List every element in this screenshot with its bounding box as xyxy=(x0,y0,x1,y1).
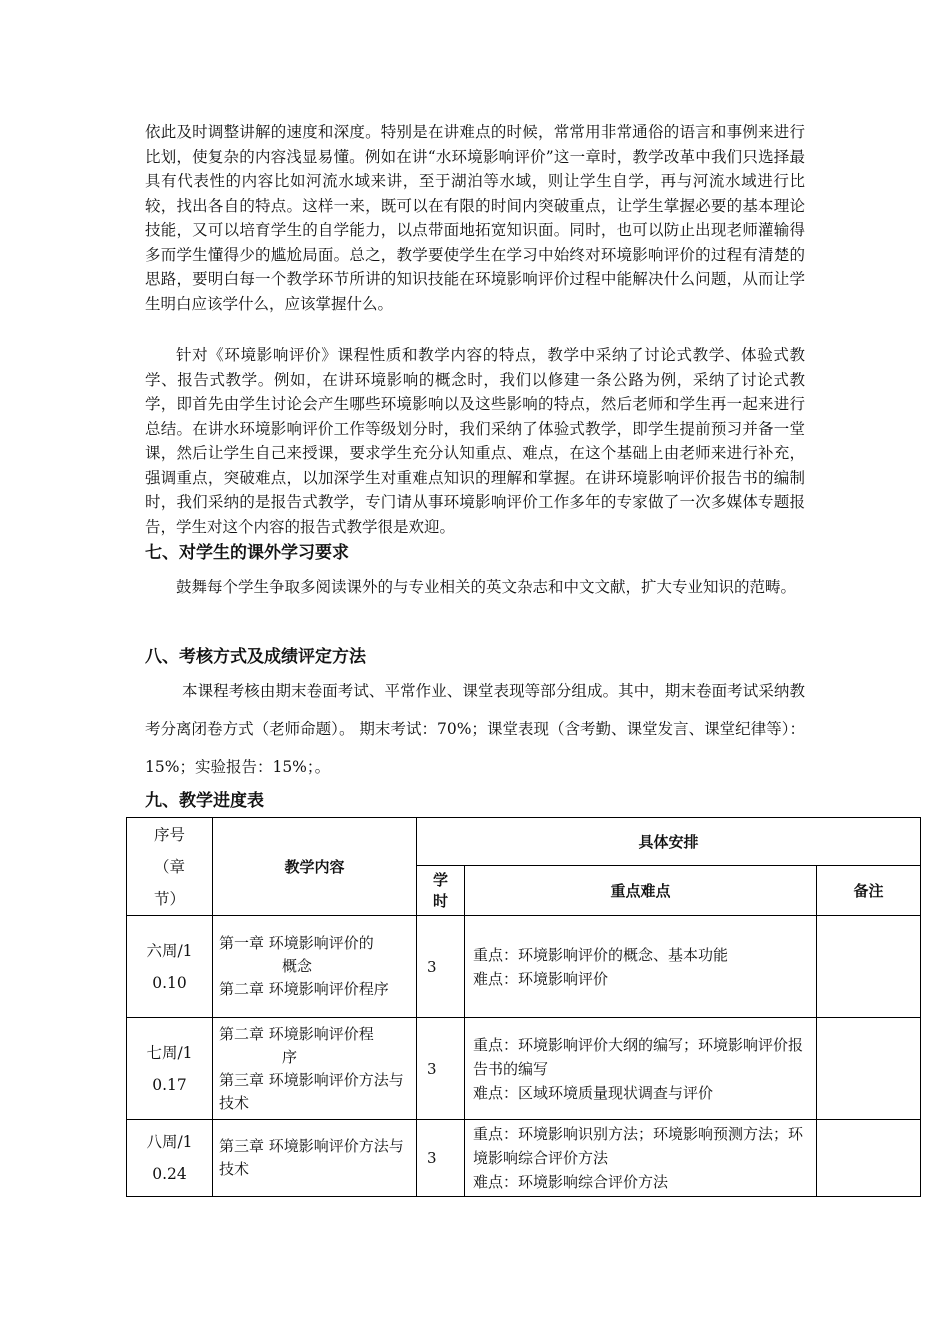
section-7-body: 鼓舞每个学生争取多阅读课外的与专业相关的英文杂志和中文文献，扩大专业知识的范畴。 xyxy=(176,578,797,596)
row-difficult: 难点：环境影响综合评价方法 xyxy=(473,1173,669,1191)
section-7-title: 七、对学生的课外学习要求 xyxy=(145,543,349,563)
row-content-chapter-b: 第二章 环境影响评价程序 xyxy=(219,980,389,998)
table-row xyxy=(127,1120,921,1197)
row-content-chapter-a: 第二章 环境影响评价程 xyxy=(219,1024,374,1043)
section-8-body: 本课程考核由期末卷面考试、平常作业、课堂表现等部分组成。其中，期末卷面考试采纳教考分离闭卷方式（老师命题）。 期末考试：70%；课堂表现（含考勤、课堂发言、课堂纪律等）：15%；实验报告：15%；。 xyxy=(145,682,805,776)
row-key-points xyxy=(465,1018,817,1120)
header-hours-label: 学时 xyxy=(432,870,448,910)
header-key-points: 重点难点 xyxy=(465,866,817,916)
row-week xyxy=(127,1120,213,1197)
row-content-chapter-a-cont: 序 xyxy=(282,1047,298,1066)
row-difficult: 难点：区域环境质量现状调查与评价 xyxy=(473,1083,714,1102)
row-content xyxy=(213,916,417,1018)
row-notes xyxy=(817,916,921,1018)
row-content-chapter-a-cont: 概念 xyxy=(282,957,313,975)
row-content-chapter-a: 第一章 环境影响评价的 xyxy=(219,934,374,952)
paragraph-teaching-method: 依此及时调整讲解的速度和深度。特别是在讲难点的时候，常常用非常通俗的语言和事例来进行比划，使复杂的内容浅显易懂。例如在讲“水环境影响评价”这一章时，教学改革中我们只选择最具有代表性的内容比如河流水域来讲，至于湖泊等水域，则让学生自学，再与河流水域进行比较，找出各自的特点。这样一来，既可以在有限的时间内突破重点，让学生掌握必要的基本理论技能，又可以培育学生的自学能力，以点带面地拓宽知识面。同时，也可以防止出现老师灌输得多而学生懂得少的尴尬局面。总之，教学要使学生在学习中始终对环境影响评价的过程有清楚的思路，要明白每一个教学环节所讲的知识技能在环境影响评价过程中能解决什么问题，从而让学生明白应该学什么，应该掌握什么。 xyxy=(145,123,805,313)
row-content xyxy=(213,1120,417,1197)
section-9-title: 九、教学进度表 xyxy=(145,791,264,811)
header-hours xyxy=(417,866,465,916)
header-notes: 备注 xyxy=(817,866,921,916)
row-week-line-2: 0.10 xyxy=(152,973,187,992)
header-seq-label: 序号（章节） xyxy=(153,825,185,908)
row-content-chapter-a: 第三章 环境影响评价方法与技术 xyxy=(219,1137,404,1178)
table-header-row xyxy=(127,818,921,866)
header-seq xyxy=(127,818,213,916)
row-week-line-1: 六周/1 xyxy=(146,941,193,960)
row-week xyxy=(127,1018,213,1120)
row-key-points xyxy=(465,1120,817,1197)
paragraph-teaching-styles: 针对《环境影响评价》课程性质和教学内容的特点，教学中采纳了讨论式教学、体验式教学、报告式教学。例如，在讲环境影响的概念时，我们以修建一条公路为例，采纳了讨论式教学，即首先由学生讨论会产生哪些环境影响以及这些影响的特点，然后老师和学生再一起来进行总结。在讲水环境影响评价工作等级划分时，我们采纳了体验式教学，即学生提前预习并备一堂课，然后让学生自己来授课，要求学生充分认知重点、难点，在这个基础上由老师来进行补充，强调重点，突破难点，以加深学生对重难点知识的理解和掌握。在讲环境影响评价报告书的编制时，我们采纳的是报告式教学，专门请从事环境影响评价工作多年的专家做了一次多媒体专题报告，学生对这个内容的报告式教学很是欢迎。 xyxy=(145,346,805,536)
header-arrangement: 具体安排 xyxy=(417,818,921,866)
header-content: 教学内容 xyxy=(213,818,417,916)
row-week-line-1: 七周/1 xyxy=(146,1043,193,1062)
row-key-points xyxy=(465,916,817,1018)
row-key: 重点：环境影响评价大纲的编写；环境影响评价报告书的编写 xyxy=(473,1035,804,1078)
row-week-line-2: 0.24 xyxy=(152,1165,187,1183)
section-8-title: 八、考核方式及成绩评定方法 xyxy=(145,647,366,667)
teaching-schedule-table xyxy=(126,817,921,1197)
row-key: 重点：环境影响评价的概念、基本功能 xyxy=(473,945,729,964)
row-week xyxy=(127,916,213,1018)
row-hours: 3 xyxy=(417,1018,465,1120)
row-difficult: 难点：环境影响评价 xyxy=(473,969,609,988)
row-content xyxy=(213,1018,417,1120)
row-key: 重点：环境影响识别方法；环境影响预测方法；环境影响综合评价方法 xyxy=(473,1125,804,1167)
table-row xyxy=(127,916,921,1018)
row-hours: 3 xyxy=(417,916,465,1018)
row-notes xyxy=(817,1120,921,1197)
row-content-chapter-b: 第三章 环境影响评价方法与技术 xyxy=(219,1070,404,1112)
table-row xyxy=(127,1018,921,1120)
row-notes xyxy=(817,1018,921,1120)
row-hours: 3 xyxy=(417,1120,465,1197)
row-week-line-1: 八周/1 xyxy=(146,1133,193,1151)
row-week-line-2: 0.17 xyxy=(152,1075,187,1094)
